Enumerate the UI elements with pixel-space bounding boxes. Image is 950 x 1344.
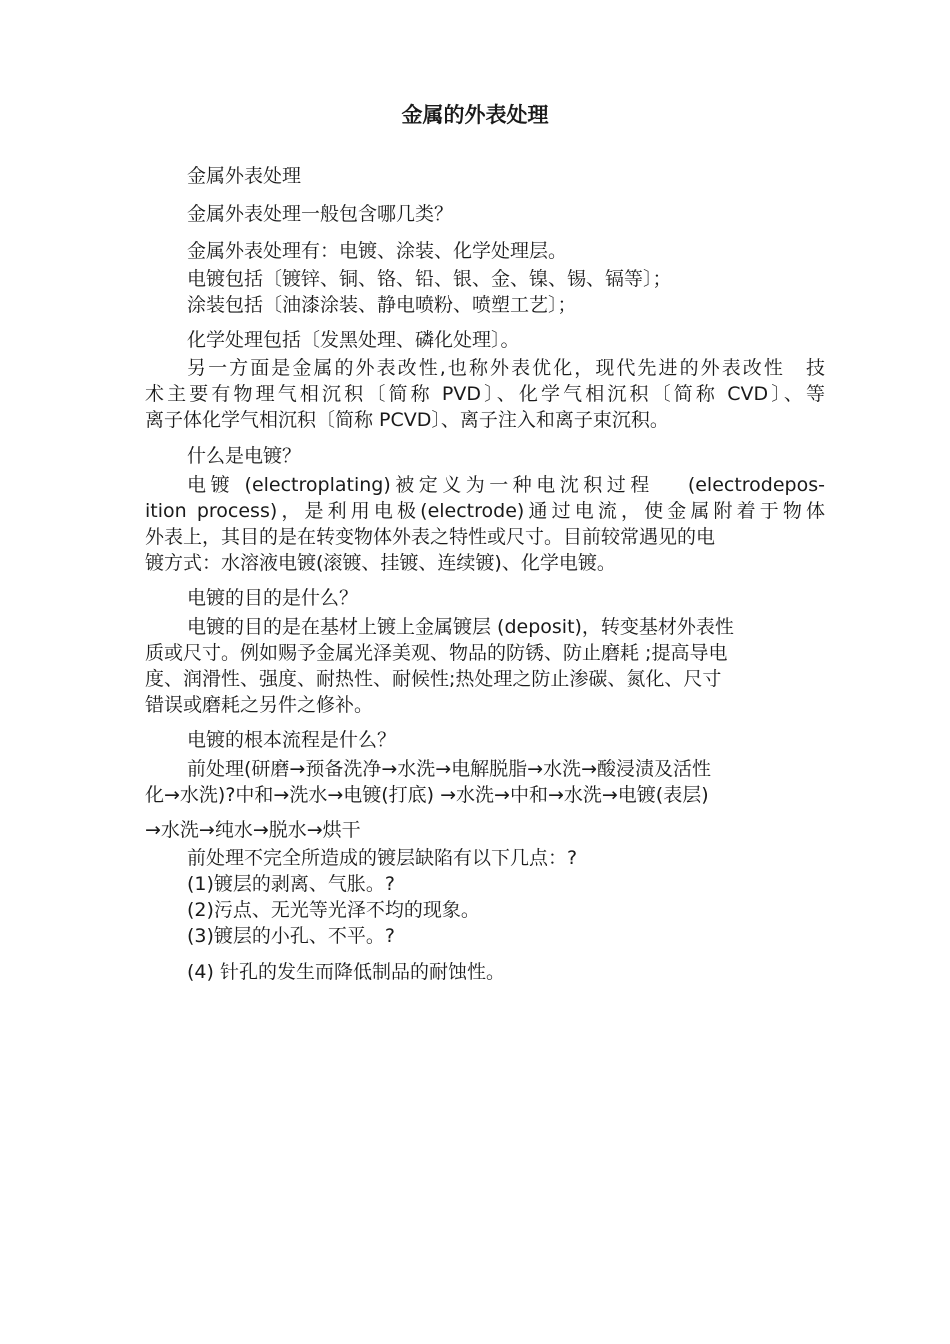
answer-basic-process-end: →水洗→纯水→脱水→烘干 bbox=[145, 819, 361, 841]
answer-basic-process bbox=[145, 756, 825, 808]
text-line: 离子体化学气相沉积〔简称 PCVD〕、离子注入和离子束沉积。 bbox=[145, 409, 669, 431]
defects-intro: 前处理不完全所造成的镀层缺陷有以下几点：? bbox=[187, 847, 578, 869]
paragraph-categories: 金属外表处理有：电镀、涂装、化学处理层。 bbox=[187, 240, 568, 262]
text-line: 化→水洗)?中和→洗水→电镀(打底) →水洗→中和→水洗→电镀(表层) bbox=[145, 784, 709, 806]
paragraph-question-categories: 金属外表处理一般包含哪几类？ bbox=[187, 203, 454, 225]
defect-item-3: (3)镀层的小孔、不平。? bbox=[187, 925, 395, 947]
paragraph-surface-modification bbox=[145, 355, 825, 433]
document-title: 金属的外表处理 bbox=[401, 103, 549, 127]
paragraph-electroplating-types: 电镀包括〔镀锌、铜、铬、铅、银、金、镍、锡、镉等〕； bbox=[187, 268, 672, 290]
text-line: 另一方面是金属的外表改性,也称外表优化，现代先进的外表改性 技 bbox=[187, 357, 825, 379]
defect-item-4: (4) 针孔的发生而降低制品的耐蚀性。 bbox=[187, 961, 505, 983]
question-electroplating-purpose: 电镀的目的是什么？ bbox=[187, 587, 359, 609]
answer-electroplating-purpose bbox=[145, 614, 825, 718]
question-basic-process: 电镀的根本流程是什么？ bbox=[187, 729, 397, 751]
paragraph-chemical-types: 化学处理包括〔发黑处理、磷化处理〕。 bbox=[187, 329, 520, 351]
text-line: 错误或磨耗之另件之修补。 bbox=[145, 694, 374, 716]
text-line: 术主要有物理气相沉积〔简称 PVD〕、化学气相沉积〔简称 CVD〕、等 bbox=[145, 383, 825, 405]
paragraph-coating-types: 涂装包括〔油漆涂装、静电喷粉、喷塑工艺〕； bbox=[187, 294, 577, 316]
answer-what-is-electroplating bbox=[145, 472, 825, 576]
text-line: 质或尺寸。例如赐予金属光泽美观、物品的防锈、防止磨耗 ;提高导电 bbox=[145, 642, 728, 664]
question-what-is-electroplating: 什么是电镀？ bbox=[187, 445, 302, 467]
defect-item-2: (2)污点、无光等光泽不均的现象。 bbox=[187, 899, 480, 921]
text-line: 度、润滑性、强度、耐热性、耐候性;热处理之防止渗碳、氮化、尺寸 bbox=[145, 668, 722, 690]
text-line: 外表上，其目的是在转变物体外表之特性或尺寸。目前较常遇见的电 bbox=[145, 526, 716, 548]
defect-item-1: (1)镀层的剥离、气胀。? bbox=[187, 873, 395, 895]
text-line: 镀方式：水溶液电镀(滚镀、挂镀、连续镀)、化学电镀。 bbox=[145, 552, 616, 574]
text-line: ition process)，是利用电极(electrode)通过电流，使金属附着于物体 bbox=[145, 500, 825, 522]
text-line: 电镀的目的是在基材上镀上金属镀层 (deposit)，转变基材外表性 bbox=[187, 616, 734, 638]
text-line: 电镀 (electroplating)被定义为一种电沈积过程 (electrodepos- bbox=[187, 474, 825, 496]
text-line: 前处理(研磨→预备洗净→水洗→电解脱脂→水洗→酸浸渍及活性 bbox=[187, 758, 712, 780]
paragraph-heading: 金属外表处理 bbox=[187, 165, 302, 187]
